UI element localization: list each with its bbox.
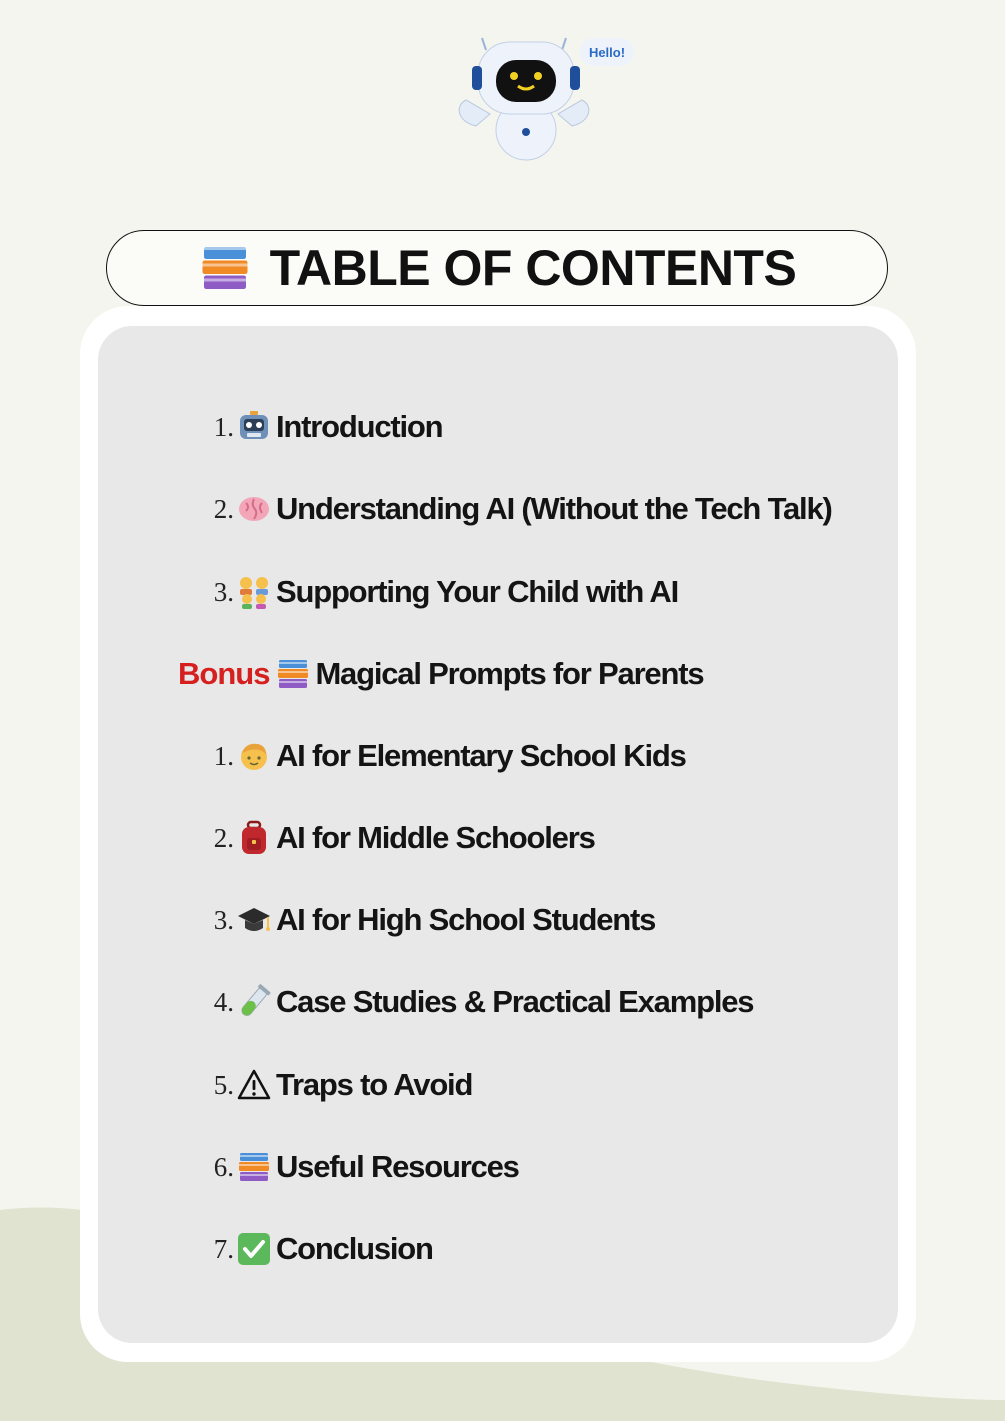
item-label: Supporting Your Child with AI [276,574,679,609]
toc-item-conclusion[interactable] [210,1227,433,1271]
bonus-label: Bonus [178,656,270,691]
item-number: 6. [213,1151,234,1182]
item-label: Useful Resources [276,1149,519,1184]
books-icon [275,656,311,692]
item-label: Introduction [276,409,443,444]
warning-icon [236,1067,272,1103]
speech-bubble: Hello! [588,45,626,60]
books-icon [198,241,252,295]
toc-item-middle-school[interactable] [210,816,595,860]
item-number: 2. [213,822,234,853]
item-label: Traps to Avoid [276,1067,473,1102]
toc-bonus-heading[interactable] [178,652,703,696]
toc-item-supporting-child[interactable] [210,570,678,614]
brain-icon [236,491,272,527]
graduation-cap-icon [236,902,272,938]
item-label: Case Studies & Practical Examples [276,984,754,1019]
family-icon [236,574,272,610]
item-number: 1. [213,740,234,771]
item-number: 3. [213,904,234,935]
title-banner [106,230,888,306]
robot-mascot [450,30,650,170]
toc-item-introduction[interactable] [210,405,442,449]
toc-item-resources[interactable] [210,1145,519,1189]
toc-item-high-school[interactable] [210,898,655,942]
check-mark-icon [236,1231,272,1267]
item-number: 3. [213,576,234,607]
books-icon [236,1149,272,1185]
robot-icon [236,409,272,445]
toc-item-understanding-ai[interactable] [210,487,832,531]
item-label: AI for Elementary School Kids [276,738,686,773]
item-number: 7. [213,1233,234,1264]
item-number: 2. [213,493,234,524]
test-tube-icon [236,984,272,1020]
item-label: AI for High School Students [276,902,656,937]
item-number: 1. [213,411,234,442]
item-label: Magical Prompts for Parents [315,656,704,691]
page-title: TABLE OF CONTENTS [269,240,797,296]
toc-item-traps[interactable] [210,1063,472,1107]
item-label: Understanding AI (Without the Tech Talk) [276,491,832,526]
item-label: AI for Middle Schoolers [276,820,595,855]
toc-item-case-studies[interactable] [210,980,753,1024]
toc-item-elementary[interactable] [210,734,686,778]
item-number: 5. [213,1069,234,1100]
item-number: 4. [213,986,234,1017]
backpack-icon [236,820,272,856]
item-label: Conclusion [276,1231,433,1266]
child-icon [236,738,272,774]
